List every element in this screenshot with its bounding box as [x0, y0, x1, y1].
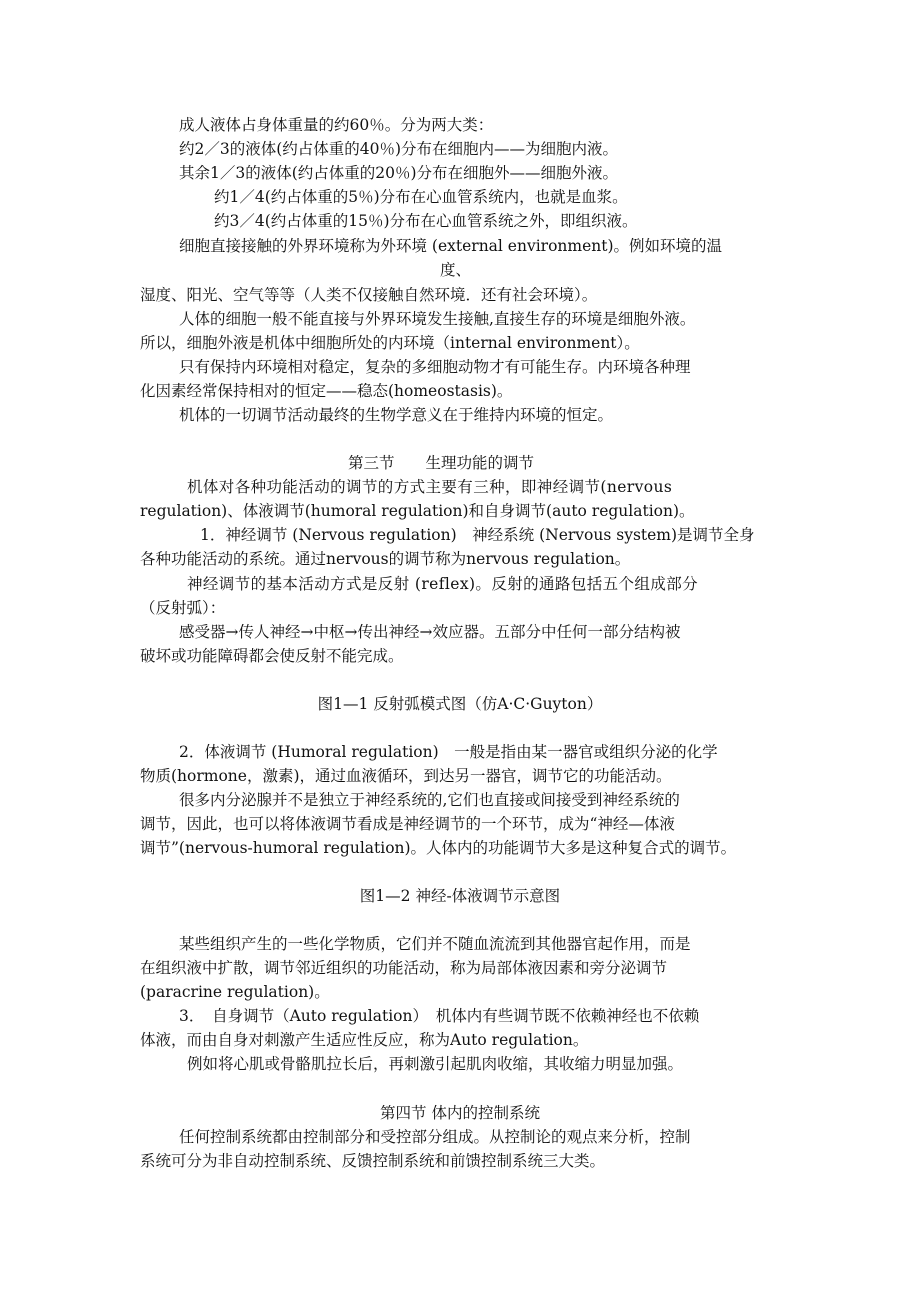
text-line: 感受器→传人神经→中枢→传出神经→效应器。五部分中任何一部分结构被: [179, 623, 681, 641]
text-line: 机体对各种功能活动的调节的方式主要有三种，即神经调节(nervous: [187, 478, 673, 496]
text-line: 体液，而由自身对刺激产生适应性反应，称为Auto regulation。: [140, 1031, 589, 1049]
text-line: 度、: [440, 261, 472, 279]
text-line: 只有保持内环境相对稳定，复杂的多细胞动物才有可能生存。内环境各种理: [179, 358, 691, 376]
text-line: 3． 自身调节（Auto regulation） 机体内有些调节既不依赖神经也不依赖: [179, 1007, 700, 1025]
section-heading: 第三节 生理功能的调节: [348, 454, 535, 472]
figure-caption: 图1—1 反射弧模式图（仿A·C·Guyton）: [317, 695, 603, 713]
text-line: regulation)、体液调节(humoral regulation)和自身调节(auto regulation)。: [140, 502, 695, 520]
text-line: 所以，细胞外液是机体中细胞所处的内环境（internal environment）。: [140, 334, 640, 352]
text-line: 很多内分泌腺并不是独立于神经系统的,它们也直接或间接受到神经系统的: [179, 791, 680, 809]
text-line: 人体的细胞一般不能直接与外界环境发生接触,直接生存的环境是细胞外液。: [179, 310, 696, 328]
text-line: 机体的一切调节活动最终的生物学意义在于维持内环境的恒定。: [179, 406, 614, 424]
text-line: 任何控制系统都由控制部分和受控部分组成。从控制论的观点来分析，控制: [179, 1128, 691, 1146]
text-line: (paracrine regulation)。: [140, 983, 330, 1001]
text-line: 约1／4(约占体重的5％)分布在心血管系统内，也就是血浆。: [214, 188, 628, 206]
text-line: 细胞直接接触的外界环境称为外环境 (external environment)。例如环境的温: [179, 237, 723, 255]
text-line: 各种功能活动的系统。通过nervous的调节称为nervous regulation。: [140, 550, 631, 568]
text-line: 神经调节的基本活动方式是反射 (reflex)。反射的通路包括五个组成部分: [187, 575, 699, 593]
section-heading: 第四节 体内的控制系统: [380, 1104, 540, 1122]
text-line: 某些组织产生的一些化学物质，它们并不随血流流到其他器官起作用，而是: [179, 935, 691, 953]
text-line: 约3／4(约占体重的15％)分布在心血管系统之外，即组织液。: [214, 212, 638, 230]
text-line: 湿度、阳光、空气等等（人类不仅接触自然环境．还有社会环境）。: [140, 286, 598, 304]
text-line: 破坏或功能障碍都会使反射不能完成。: [140, 647, 404, 665]
text-line: 例如将心肌或骨骼肌拉长后，再刺激引起肌肉收缩，其收缩力明显加强。: [187, 1055, 684, 1073]
text-line: 1．神经调节 (Nervous regulation) 神经系统 (Nervous system)是调节全身: [200, 526, 755, 544]
text-line: 约2／3的液体(约占体重的40％)分布在细胞内——为细胞内液。: [179, 140, 619, 158]
text-line: 物质(hormone，激素)，通过血液循环，到达另一器官，调节它的功能活动。: [140, 767, 672, 785]
text-line: 在组织液中扩散，调节邻近组织的功能活动，称为局部体液因素和旁分泌调节: [140, 959, 668, 977]
text-line: 2．体液调节 (Humoral regulation) 一般是指由某一器官或组织分泌的化学: [179, 743, 718, 761]
text-line: 调节”(nervous-humoral regulation)。人体内的功能调节大多是这种复合式的调节。: [140, 839, 737, 857]
text-line: 调节，因此，也可以将体液调节看成是神经调节的一个环节，成为“神经—体液: [140, 815, 675, 833]
text-line: 化因素经常保持相对的恒定——稳态(homeostasis)。: [140, 382, 513, 400]
text-line: 成人液体占身体重量的约60％。分为两大类：: [179, 116, 494, 134]
text-line: （反射弧）：: [140, 599, 226, 617]
figure-caption: 图1—2 神经-体液调节示意图: [359, 887, 561, 905]
text-line: 其余1／3的液体(约占体重的20％)分布在细胞外——细胞外液。: [179, 164, 619, 182]
text-line: 系统可分为非自动控制系统、反馈控制系统和前馈控制系统三大类。: [140, 1152, 606, 1170]
